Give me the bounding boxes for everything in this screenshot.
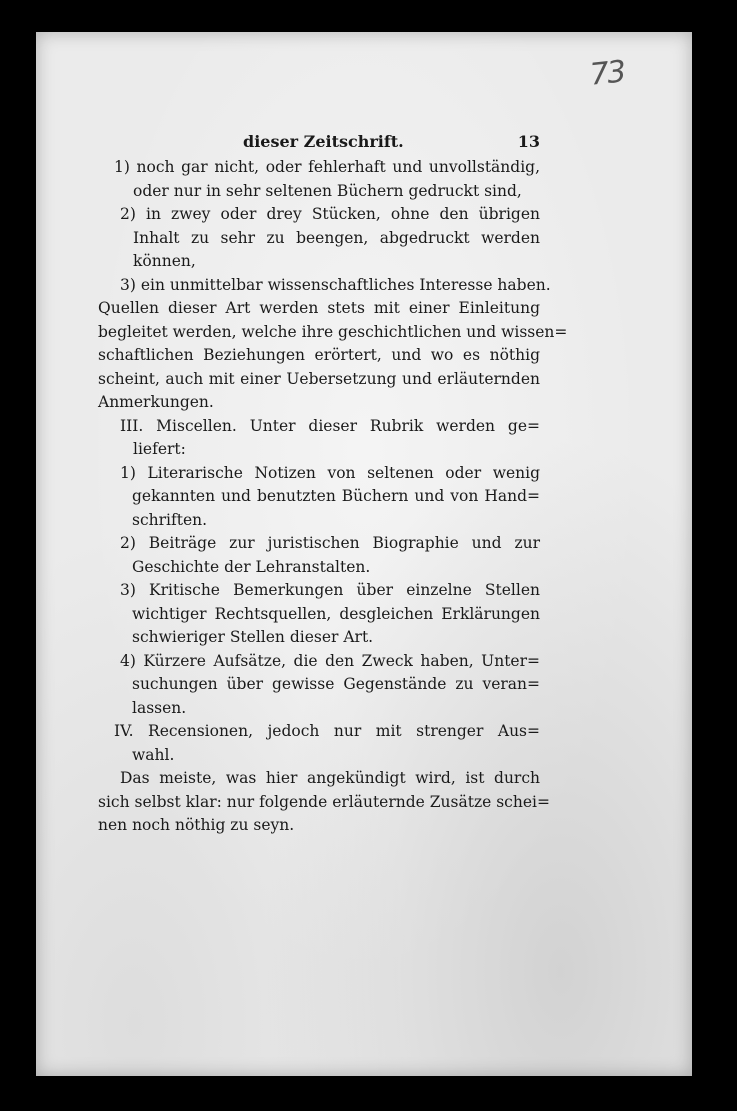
- text-line: 1) Literarische Notizen von seltenen oder wenig: [120, 463, 540, 482]
- text-line: Geschichte der Lehranstalten.: [132, 557, 371, 576]
- text-line: lassen.: [132, 698, 187, 717]
- text-line: schaftlichen Beziehungen erörtert, und wo es nöthig: [98, 346, 540, 364]
- text-line: oder nur in sehr seltenen Büchern gedruckt sind,: [133, 181, 522, 200]
- text-line: 3) ein unmittelbar wissenschaftliches Interesse haben.: [120, 275, 551, 294]
- text-line: Inhalt zu sehr zu beengen, abgedruckt werden: [133, 228, 540, 247]
- text-line: schwieriger Stellen dieser Art.: [132, 628, 374, 646]
- text-line: können,: [133, 252, 196, 270]
- text-line: wichtiger Rechtsquellen, desgleichen Erklärungen: [132, 604, 540, 623]
- text-line: suchungen über gewisse Gegenstände zu veran=: [132, 675, 540, 693]
- text-line: begleitet werden, welche ihre geschichtlichen und wissen=: [98, 322, 568, 341]
- text-line: 4) Kürzere Aufsätze, die den Zweck haben, Unter=: [120, 651, 540, 670]
- text-line: wahl.: [132, 745, 175, 764]
- text-line: 1) noch gar nicht, oder fehlerhaft und unvollständig,: [114, 158, 540, 176]
- section-heading-miscellen: III. Miscellen. Unter dieser Rubrik werden ge=: [120, 416, 540, 435]
- text-line: gekannten und benutzten Büchern und von Hand=: [132, 487, 540, 505]
- page-text: [98, 130, 568, 838]
- text-line: nen noch nöthig zu seyn.: [98, 816, 295, 834]
- page-number: 13: [517, 132, 540, 151]
- handwritten-annotation: 73: [588, 54, 626, 93]
- text-line: 3) Kritische Bemerkungen über einzelne Stellen: [120, 581, 540, 599]
- text-line: schriften.: [132, 510, 208, 529]
- text-line: 2) in zwey oder drey Stücken, ohne den übrigen: [120, 205, 540, 223]
- section-heading-recensionen: IV. Recensionen, jedoch nur mit strenger Aus=: [114, 722, 540, 740]
- text-line: scheint, auch mit einer Uebersetzung und erläuternden: [98, 369, 540, 388]
- text-line: Anmerkungen.: [98, 393, 214, 411]
- text-line: liefert:: [133, 440, 186, 458]
- running-title: dieser Zeitschrift.: [243, 132, 404, 151]
- running-header: [98, 130, 540, 156]
- text-line: 2) Beiträge zur juristischen Biographie und zur: [120, 534, 540, 552]
- text-line: Quellen dieser Art werden stets mit einer Einleitung: [98, 299, 540, 317]
- text-line: sich selbst klar: nur folgende erläuternde Zusätze schei=: [98, 792, 550, 811]
- text-line: Das meiste, was hier angekündigt wird, ist durch: [120, 769, 540, 787]
